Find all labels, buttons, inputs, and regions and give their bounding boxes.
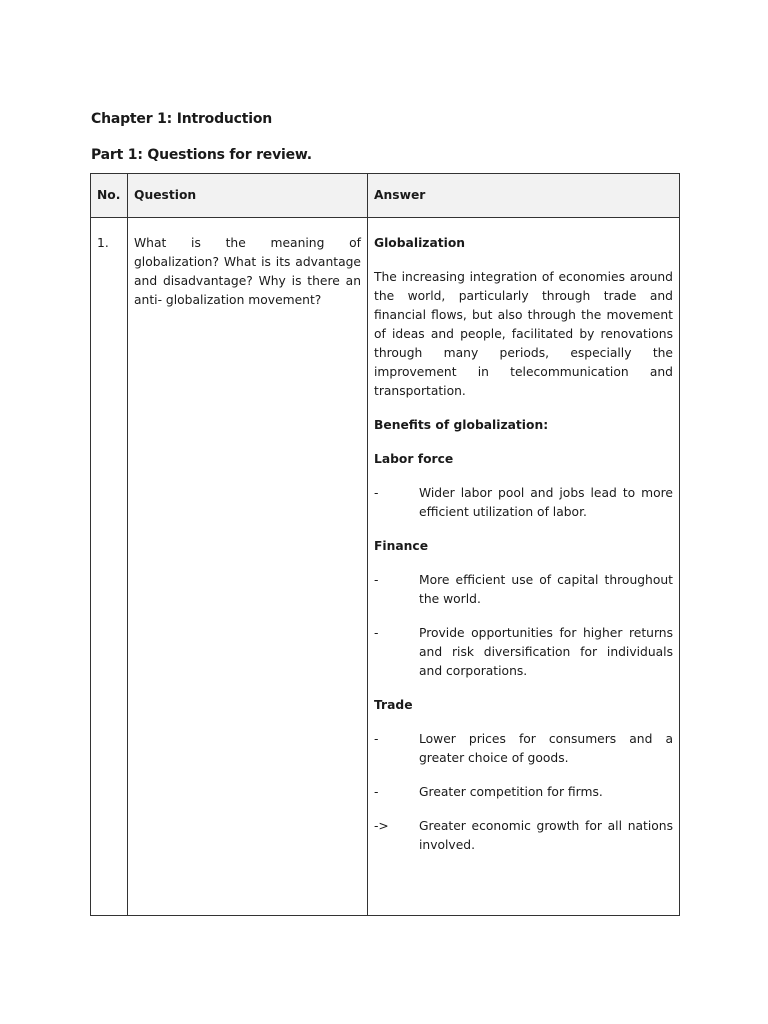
section-title-labor: Labor force	[374, 452, 454, 466]
header-no: No.	[91, 174, 128, 218]
bullet-text: More efficient use of capital throughout the world.	[419, 573, 673, 606]
table-row	[91, 218, 680, 916]
benefits-heading: Benefits of globalization:	[374, 418, 549, 432]
bullet-dash: -	[374, 626, 379, 640]
chapter-title: Chapter 1: Introduction	[91, 111, 273, 127]
list-item	[374, 624, 673, 681]
table-header-row	[91, 174, 680, 218]
question-cell	[128, 218, 368, 916]
list-item	[374, 817, 673, 855]
list-item	[374, 484, 673, 522]
header-question: Question	[128, 174, 368, 218]
bullet-text: Greater competition for firms.	[419, 785, 603, 799]
row-number: 1.	[91, 218, 128, 916]
list-item	[374, 783, 673, 802]
bullet-arrow: ->	[374, 819, 389, 833]
questions-table	[90, 173, 680, 916]
bullet-dash: -	[374, 785, 379, 799]
answer-cell	[368, 218, 680, 916]
list-item	[374, 571, 673, 609]
answer-heading: Globalization	[374, 236, 466, 250]
question-text: What is the meaning of globalization? What is its advantage and disadvantage? Why is there an anti- globalization movement?	[134, 236, 361, 307]
bullet-dash: -	[374, 573, 379, 587]
bullet-text: Provide opportunities for higher returns and risk diversification for individuals and corporations.	[419, 626, 673, 678]
bullet-text: Greater economic growth for all nations involved.	[419, 819, 673, 852]
bullet-dash: -	[374, 732, 379, 746]
part-title: Part 1: Questions for review.	[91, 147, 312, 163]
section-title-trade: Trade	[374, 698, 413, 712]
list-item	[374, 730, 673, 768]
bullet-text: Lower prices for consumers and a greater choice of goods.	[419, 732, 673, 765]
bullet-dash: -	[374, 486, 379, 500]
bullet-text: Wider labor pool and jobs lead to more efficient utilization of labor.	[419, 486, 673, 519]
header-answer: Answer	[368, 174, 680, 218]
section-title-finance: Finance	[374, 539, 429, 553]
answer-definition: The increasing integration of economies around the world, particularly through trade and financial flows, but also through the movement of ideas and people, facilitated by renovations through many periods, especially the improvement in telecommunication and transportation.	[374, 270, 673, 398]
